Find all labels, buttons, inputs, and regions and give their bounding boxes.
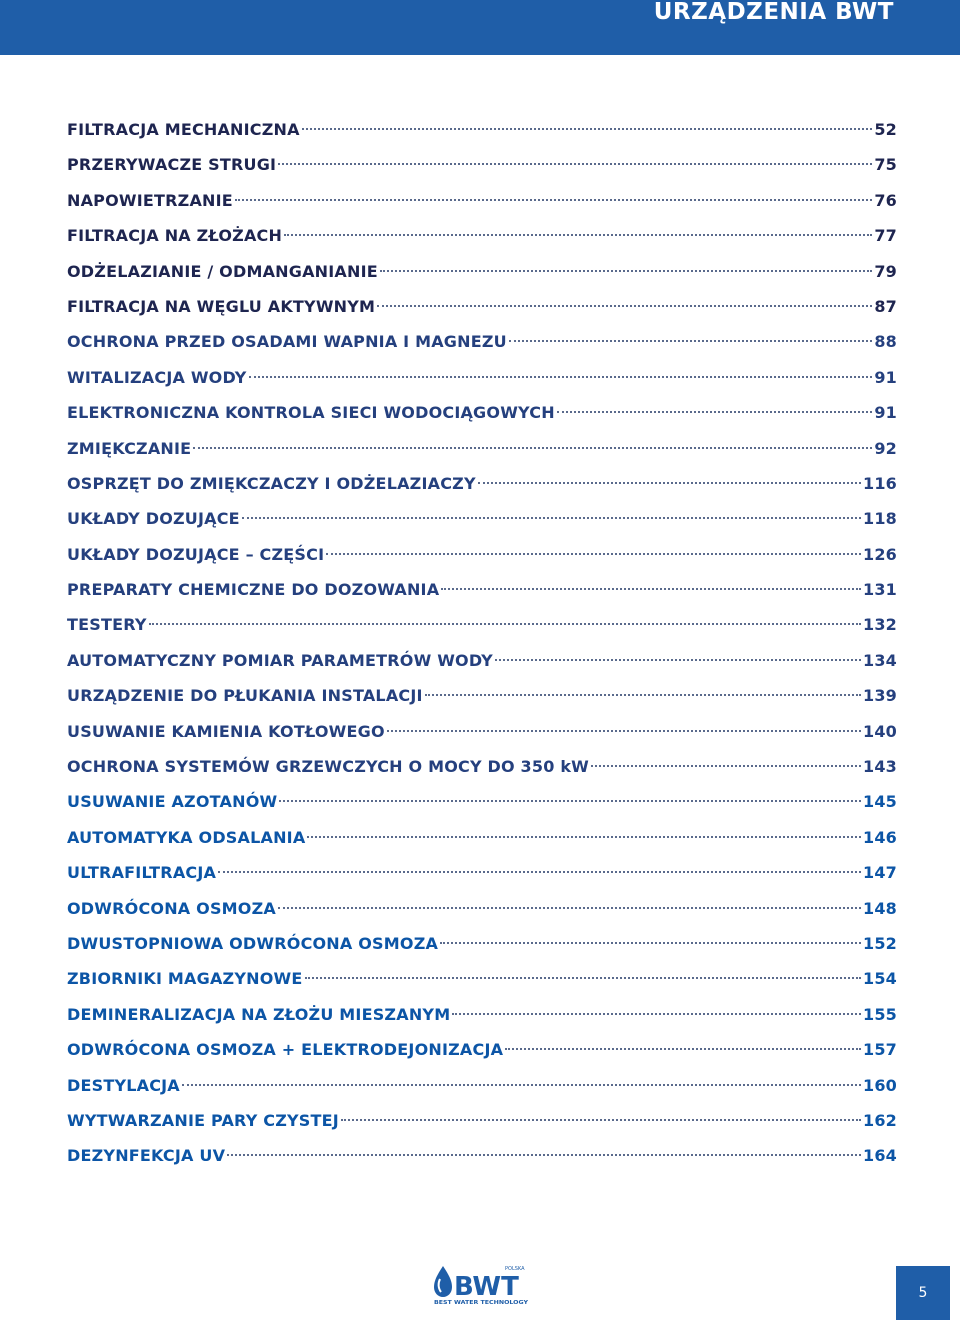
toc-row[interactable]: [67, 607, 897, 642]
toc-entry-page: 75: [874, 155, 897, 175]
toc-row[interactable]: [67, 926, 897, 961]
toc-row[interactable]: [67, 1032, 897, 1067]
dot-leader: [326, 553, 861, 555]
toc-entry-page: 92: [874, 438, 897, 458]
toc-entry-label: FILTRACJA NA ZŁOŻACH: [67, 226, 283, 246]
toc-entry-page: 162: [863, 1110, 897, 1130]
dot-leader: [441, 588, 861, 590]
logo-wordmark: BWT: [454, 1272, 519, 1302]
toc-row[interactable]: [67, 749, 897, 784]
toc-row[interactable]: [67, 1138, 897, 1173]
toc-entry-label: WITALIZACJA WODY: [67, 367, 247, 387]
dot-leader: [242, 517, 861, 519]
toc-row[interactable]: [67, 254, 897, 289]
dot-leader: [278, 907, 861, 909]
toc-entry-page: 154: [863, 969, 897, 989]
toc-row[interactable]: [67, 891, 897, 926]
toc-entry-page: 140: [863, 721, 897, 741]
header-bar: [0, 0, 960, 55]
toc-entry-page: 76: [874, 190, 897, 210]
toc-entry-label: FILTRACJA NA WĘGLU AKTYWNYM: [67, 296, 376, 316]
toc-entry-label: DWUSTOPNIOWA ODWRÓCONA OSMOZA: [67, 933, 439, 953]
toc-row[interactable]: [67, 360, 897, 395]
logo-tagline: BEST WATER TECHNOLOGY: [434, 1300, 529, 1306]
toc-entry-label: UKŁADY DOZUJĄCE: [67, 509, 240, 529]
toc-entry-page: 148: [863, 898, 897, 918]
page-title: URZĄDZENIA BWT: [653, 0, 894, 25]
toc-entry-page: 52: [874, 120, 897, 139]
toc-entry-label: DESTYLACJA: [67, 1075, 180, 1095]
dot-leader: [302, 128, 873, 130]
toc-entry-label: ODWRÓCONA OSMOZA + ELEKTRODEJONIZACJA: [67, 1040, 504, 1060]
toc-entry-label: AUTOMATYKA ODSALANIA: [67, 827, 306, 847]
toc-row[interactable]: [67, 714, 897, 749]
table-of-contents: [67, 112, 897, 1174]
bwt-logo: [433, 1262, 529, 1306]
toc-row[interactable]: [67, 643, 897, 678]
toc-row[interactable]: [67, 466, 897, 501]
toc-entry-label: USUWANIE KAMIENIA KOTŁOWEGO: [67, 721, 385, 741]
toc-entry-page: 147: [863, 863, 897, 883]
toc-entry-page: 126: [863, 544, 897, 564]
toc-entry-page: 87: [874, 296, 897, 316]
toc-entry-label: FILTRACJA MECHANICZNA: [67, 120, 300, 139]
dot-leader: [193, 447, 872, 449]
toc-entry-label: ZBIORNIKI MAGAZYNOWE: [67, 969, 303, 989]
toc-entry-label: OSPRZĘT DO ZMIĘKCZACZY I ODŻELAZIACZY: [67, 473, 476, 493]
dot-leader: [341, 1119, 861, 1121]
toc-entry-page: 143: [863, 757, 897, 777]
dot-leader: [440, 942, 861, 944]
dot-leader: [452, 1013, 861, 1015]
dot-leader: [425, 694, 861, 696]
dot-leader: [478, 482, 861, 484]
dot-leader: [591, 765, 861, 767]
dot-leader: [509, 340, 872, 342]
dot-leader: [377, 305, 872, 307]
toc-row[interactable]: [67, 289, 897, 324]
dot-leader: [279, 800, 861, 802]
toc-row[interactable]: [67, 431, 897, 466]
toc-entry-page: 118: [863, 509, 897, 529]
toc-entry-page: 116: [863, 473, 897, 493]
toc-entry-page: 145: [863, 792, 897, 812]
toc-row[interactable]: [67, 572, 897, 607]
toc-entry-page: 134: [863, 650, 897, 670]
dot-leader: [380, 270, 872, 272]
toc-entry-page: 152: [863, 933, 897, 953]
dot-leader: [495, 659, 861, 661]
toc-entry-label: ODWRÓCONA OSMOZA: [67, 898, 276, 918]
dot-leader: [227, 1154, 861, 1156]
toc-entry-label: TESTERY: [67, 615, 147, 635]
toc-row[interactable]: [67, 678, 897, 713]
toc-entry-page: 91: [874, 367, 897, 387]
water-drop-icon: [434, 1266, 452, 1297]
toc-row[interactable]: [67, 147, 897, 182]
toc-entry-label: OCHRONA PRZED OSADAMI WAPNIA I MAGNEZU: [67, 332, 507, 352]
toc-entry-page: 132: [863, 615, 897, 635]
logo-region: POLSKA: [505, 1266, 525, 1272]
page-number: 5: [918, 1285, 928, 1301]
toc-entry-page: 77: [874, 226, 897, 246]
toc-row[interactable]: [67, 1068, 897, 1103]
toc-row[interactable]: [67, 537, 897, 572]
toc-entry-page: 146: [863, 827, 897, 847]
toc-row[interactable]: [67, 218, 897, 253]
toc-entry-label: WYTWARZANIE PARY CZYSTEJ: [67, 1110, 339, 1130]
toc-entry-label: ODŻELAZIANIE / ODMANGANIANIE: [67, 261, 378, 281]
toc-entry-label: UKŁADY DOZUJĄCE – CZĘŚCI: [67, 544, 325, 564]
toc-entry-label: AUTOMATYCZNY POMIAR PARAMETRÓW WODY: [67, 650, 493, 670]
dot-leader: [218, 871, 861, 873]
toc-row[interactable]: [67, 820, 897, 855]
toc-entry-label: ULTRAFILTRACJA: [67, 863, 217, 883]
toc-row[interactable]: [67, 183, 897, 218]
dot-leader: [278, 163, 872, 165]
toc-entry-label: PRZERYWACZE STRUGI: [67, 155, 277, 175]
toc-entry-label: DEMINERALIZACJA NA ZŁOŻU MIESZANYM: [67, 1004, 451, 1024]
toc-entry-label: PREPARATY CHEMICZNE DO DOZOWANIA: [67, 580, 440, 600]
toc-row[interactable]: [67, 961, 897, 996]
dot-leader: [505, 1048, 861, 1050]
toc-entry-label: URZĄDZENIE DO PŁUKANIA INSTALACJI: [67, 686, 423, 706]
toc-row[interactable]: [67, 997, 897, 1032]
toc-row[interactable]: [67, 1103, 897, 1138]
dot-leader: [307, 836, 861, 838]
toc-entry-label: USUWANIE AZOTANÓW: [67, 792, 278, 812]
toc-row[interactable]: [67, 855, 897, 890]
toc-row[interactable]: [67, 324, 897, 359]
toc-entry-label: ELEKTRONICZNA KONTROLA SIECI WODOCIĄGOWYCH: [67, 403, 555, 423]
toc-row[interactable]: [67, 112, 897, 147]
dot-leader: [182, 1084, 861, 1086]
dot-leader: [249, 376, 873, 378]
toc-entry-page: 155: [863, 1004, 897, 1024]
toc-entry-page: 160: [863, 1075, 897, 1095]
dot-leader: [387, 730, 861, 732]
dot-leader: [557, 411, 873, 413]
toc-entry-label: OCHRONA SYSTEMÓW GRZEWCZYCH O MOCY DO 350 kW: [67, 757, 590, 777]
toc-row[interactable]: [67, 395, 897, 430]
toc-entry-page: 139: [863, 686, 897, 706]
toc-row[interactable]: [67, 501, 897, 536]
toc-entry-label: ZMIĘKCZANIE: [67, 438, 192, 458]
dot-leader: [235, 199, 872, 201]
toc-entry-label: NAPOWIETRZANIE: [67, 190, 233, 210]
toc-entry-page: 164: [863, 1146, 897, 1166]
toc-entry-page: 157: [863, 1040, 897, 1060]
toc-entry-page: 131: [863, 580, 897, 600]
dot-leader: [305, 977, 861, 979]
dot-leader: [284, 234, 872, 236]
toc-row[interactable]: [67, 784, 897, 819]
toc-entry-page: 91: [874, 403, 897, 423]
toc-entry-label: DEZYNFEKCJA UV: [67, 1146, 226, 1166]
dot-leader: [149, 623, 861, 625]
page-number-box: [896, 1266, 950, 1320]
toc-entry-page: 79: [874, 261, 897, 281]
toc-entry-page: 88: [874, 332, 897, 352]
